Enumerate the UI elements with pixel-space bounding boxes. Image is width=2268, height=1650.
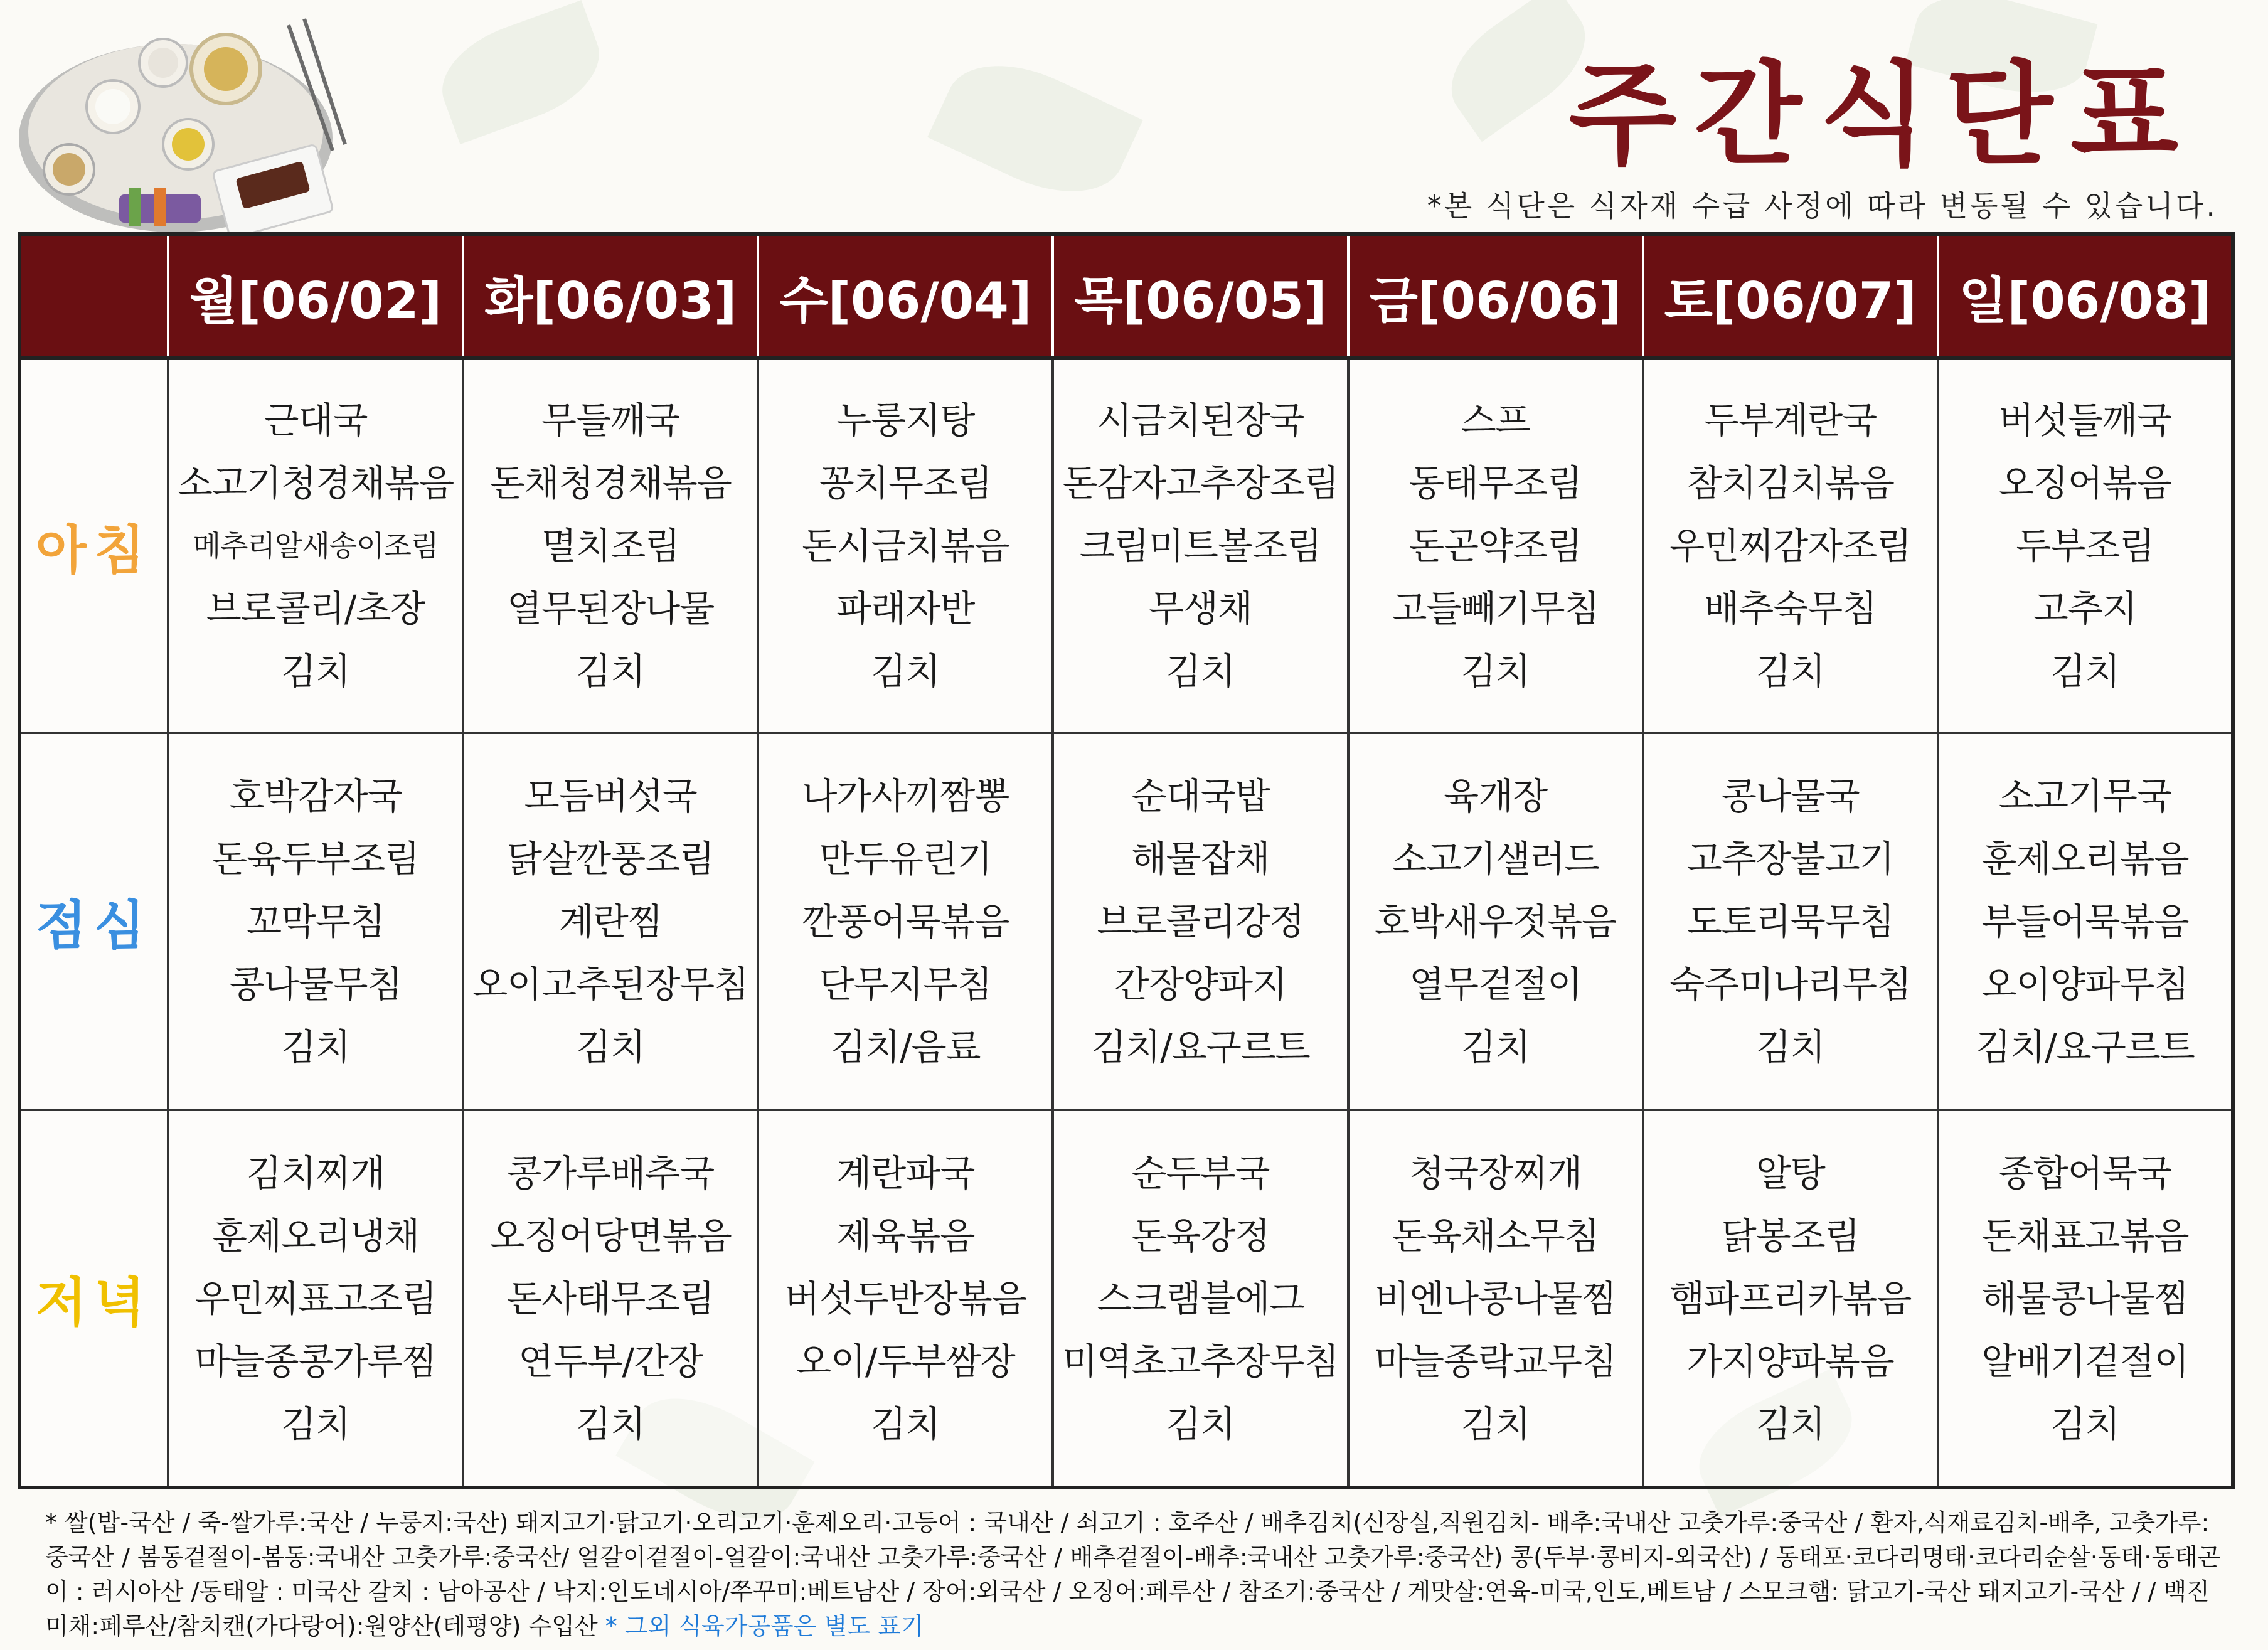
menu-cell-wed — [758, 358, 1053, 733]
dish-item: 김치 — [576, 1402, 646, 1445]
dish-item: 시금치된장국 — [1097, 399, 1304, 442]
dish-item: 나가사끼짬뽕 — [802, 774, 1009, 817]
menu-cell-fri — [1348, 358, 1643, 733]
dish-item: 브로콜리강정 — [1097, 900, 1304, 943]
menu-cell-sun — [1938, 1110, 2233, 1488]
dish-item: 소고기청경채볶음 — [177, 462, 454, 504]
dish-item: 파래자반 — [836, 587, 975, 630]
dish-item: 육개장 — [1444, 774, 1548, 817]
dish-item: 김치/요구르트 — [1976, 1025, 2195, 1068]
origin-text: * 쌀(밥-국산 / 죽-쌀가루:국산 / 누룽지:국산) 돼지고기·닭고기·오리고기·훈제오리·고등어 : 국내산 / 쇠고기 : 호주산 / 배추김치(신장실,직원김치- 배추:국내산 고춧가루:중국산 / 환자,식재료김치-배추, 고춧가루:중국산 / 봄동겉절이-봄동:국내산 고춧가루:중국산/ 얼갈이겉절이-얼갈이:국내산 고춧가루:중국산 / 배추겉절이-배추:국내산 고춧가루:중국산) 콩(두부·콩비지-외국산) / 동태포·코다리명태·코다리순살·동태·동태곤이 : 러시아산 /동태알 : 미국산 갈치 : 남아공산 / 낙지:인도네시아/쭈꾸미:베트남산 / 장어:외국산 / 오징어:페루산 / 참조기:중국산 / 게맛살:연육-미국,인도,베트남 / 스모크햄: 닭고기-국산 돼지고기-국산 / / 백진미채:페루산/참치캔(가다랑어):원양산(테평양) 수입산 — [45, 1509, 2221, 1640]
dish-item: 김치 — [1166, 650, 1235, 693]
dish-item: 마늘종락교무침 — [1375, 1339, 1617, 1383]
dish-item: 호박새우젓볶음 — [1375, 900, 1617, 943]
dish-item: 깐풍어묵볶음 — [802, 900, 1009, 943]
dish-item: 두부계란국 — [1704, 399, 1877, 442]
dish-item: 김치찌개 — [247, 1151, 385, 1195]
dish-item: 우민찌표고조림 — [194, 1277, 437, 1320]
dish-item: 알배기겉절이 — [1981, 1339, 2189, 1383]
day-header-row — [19, 234, 2233, 358]
dish-item: 순대국밥 — [1131, 774, 1270, 817]
day-header-wed: 수[06/04] — [758, 234, 1053, 358]
dish-item: 김치 — [871, 650, 940, 693]
menu-cell-thu — [1053, 1110, 1348, 1488]
dish-item: 고들빼기무침 — [1392, 587, 1599, 630]
dish-item: 훈제오리냉채 — [211, 1214, 420, 1257]
dish-item: 콩나물국 — [1721, 774, 1860, 817]
dish-item: 김치 — [1461, 1402, 1530, 1445]
background-leaf — [428, 0, 614, 144]
dish-item: 청국장찌개 — [1409, 1151, 1582, 1195]
menu-cell-sat — [1643, 733, 1938, 1110]
dish-item: 근대국 — [264, 399, 368, 442]
dish-item: 돈육채소무침 — [1392, 1214, 1599, 1257]
dish-item: 간장양파지 — [1114, 962, 1287, 1006]
menu-cell-fri — [1348, 733, 1643, 1110]
meal-label: 아침 — [19, 358, 168, 733]
day-header-tue: 화[06/03] — [463, 234, 758, 358]
dish-item: 브로콜리/초장 — [206, 587, 425, 630]
dish-item: 종합어묵국 — [1998, 1151, 2171, 1195]
dish-item: 김치 — [281, 1025, 351, 1068]
dish-item: 돈채청경채볶음 — [489, 462, 732, 504]
dish-item: 우민찌감자조림 — [1669, 524, 1912, 567]
dish-item: 알탕 — [1755, 1151, 1825, 1195]
dish-item: 제육볶음 — [836, 1214, 975, 1257]
dish-item: 해물콩나물찜 — [1981, 1277, 2189, 1320]
day-header-sun: 일[06/08] — [1938, 234, 2233, 358]
dish-item: 김치 — [1755, 1402, 1825, 1445]
dish-item: 소고기샐러드 — [1392, 837, 1599, 880]
dish-item: 마늘종콩가루찜 — [194, 1339, 437, 1383]
dish-item: 스크램블에그 — [1097, 1277, 1304, 1320]
dish-item: 돈채표고볶음 — [1981, 1214, 2189, 1257]
dish-item: 가지양파볶음 — [1686, 1339, 1894, 1383]
dish-item: 김치/요구르트 — [1091, 1025, 1310, 1068]
origin-note: * 그외 식육가공품은 별도 표기 — [605, 1612, 924, 1640]
dish-item: 김치 — [2050, 1402, 2120, 1445]
dish-item: 김치 — [576, 1025, 646, 1068]
menu-cell-wed — [758, 1110, 1053, 1488]
menu-cell-sat — [1643, 1110, 1938, 1488]
dish-item: 열무겉절이 — [1409, 962, 1582, 1006]
dish-item: 오징어당면볶음 — [489, 1214, 732, 1257]
dish-item: 부들어묵볶음 — [1981, 900, 2189, 943]
dish-item: 김치 — [1755, 650, 1825, 693]
dish-item: 돈사태무조림 — [507, 1277, 715, 1320]
menu-cell-mon — [168, 733, 463, 1110]
dinner-row — [19, 1110, 2233, 1488]
dish-item: 비엔나콩나물찜 — [1375, 1277, 1617, 1320]
menu-change-notice: *본 식단은 식자재 수급 사정에 따라 변동될 수 있습니다. — [1427, 189, 2218, 223]
dish-item: 순두부국 — [1131, 1151, 1270, 1195]
dish-item: 돈감자고추장조림 — [1062, 462, 1339, 504]
dish-item: 무생채 — [1148, 587, 1253, 630]
dish-item: 돈곤약조림 — [1409, 524, 1582, 567]
dish-item: 김치 — [281, 650, 351, 693]
menu-cell-fri — [1348, 1110, 1643, 1488]
origin-footnote — [45, 1506, 2222, 1644]
dish-item: 콩가루배추국 — [507, 1151, 715, 1195]
dish-item: 김치 — [1461, 1025, 1530, 1068]
dish-item: 고추지 — [2033, 587, 2137, 630]
page-title: 주간식단표 — [1568, 50, 2196, 180]
dish-item: 버섯두반장볶음 — [784, 1277, 1026, 1320]
breakfast-row — [19, 358, 2233, 733]
menu-cell-thu — [1053, 358, 1348, 733]
dish-item: 김치 — [1166, 1402, 1235, 1445]
dish-item: 해물잡채 — [1131, 837, 1270, 880]
dish-item: 닭봉조림 — [1721, 1214, 1860, 1257]
dish-item: 돈육강정 — [1131, 1214, 1270, 1257]
dish-item: 단무지무침 — [819, 962, 992, 1006]
dish-item: 버섯들깨국 — [1998, 399, 2171, 442]
dish-item: 닭살깐풍조림 — [507, 837, 715, 880]
dish-item: 김치 — [1755, 1025, 1825, 1068]
dish-item: 배추숙무침 — [1704, 587, 1877, 630]
meal-label: 점심 — [19, 733, 168, 1110]
dish-item: 꼬막무침 — [247, 900, 385, 943]
dish-item: 스프 — [1461, 399, 1530, 442]
menu-cell-tue — [463, 358, 758, 733]
menu-cell-tue — [463, 1110, 758, 1488]
dish-item: 숙주미나리무침 — [1669, 962, 1912, 1006]
meal-label: 저녁 — [19, 1110, 168, 1488]
dish-item: 무들깨국 — [541, 399, 680, 442]
dish-item: 김치 — [1461, 650, 1530, 693]
dish-item: 김치/음료 — [831, 1025, 981, 1068]
dish-item: 김치 — [576, 650, 646, 693]
dish-item: 참치김치볶음 — [1686, 462, 1894, 504]
lunch-row — [19, 733, 2233, 1110]
menu-cell-mon — [168, 1110, 463, 1488]
menu-cell-thu — [1053, 733, 1348, 1110]
dish-item: 멸치조림 — [541, 524, 680, 567]
dish-item: 도토리묵무침 — [1686, 900, 1894, 943]
dish-item: 돈시금치볶음 — [802, 524, 1009, 567]
dish-item: 소고기무국 — [1998, 774, 2171, 817]
dish-item: 고추장불고기 — [1686, 837, 1894, 880]
dish-item: 호박감자국 — [229, 774, 402, 817]
dish-item: 꽁치무조림 — [819, 462, 992, 504]
dish-item: 햄파프리카볶음 — [1669, 1277, 1912, 1320]
menu-cell-sat — [1643, 358, 1938, 733]
dish-item: 연두부/간장 — [518, 1339, 703, 1383]
dish-item: 오이/두부쌈장 — [796, 1339, 1015, 1383]
corner-cell — [19, 234, 168, 358]
day-header-mon: 월[06/02] — [168, 234, 463, 358]
dish-item: 크림미트볼조림 — [1079, 524, 1322, 567]
dish-item: 오이고추된장무침 — [472, 962, 749, 1006]
food-photo — [19, 13, 358, 232]
dish-item: 돈육두부조림 — [211, 837, 420, 880]
menu-cell-tue — [463, 733, 758, 1110]
dish-item: 김치 — [281, 1402, 351, 1445]
weekly-menu-table — [18, 232, 2235, 1489]
dish-item: 만두유린기 — [819, 837, 992, 880]
day-header-thu: 목[06/05] — [1053, 234, 1348, 358]
dish-item: 훈제오리볶음 — [1981, 837, 2189, 880]
dish-item: 열무된장나물 — [507, 587, 715, 630]
menu-cell-wed — [758, 733, 1053, 1110]
dish-item: 오이양파무침 — [1981, 962, 2189, 1006]
dish-item: 오징어볶음 — [1998, 462, 2171, 504]
day-header-fri: 금[06/06] — [1348, 234, 1643, 358]
background-leaf — [927, 41, 1143, 217]
dish-item: 김치 — [2050, 650, 2120, 693]
menu-cell-sun — [1938, 733, 2233, 1110]
menu-cell-sun — [1938, 358, 2233, 733]
dish-item: 계란파국 — [836, 1151, 975, 1195]
day-header-sat: 토[06/07] — [1643, 234, 1938, 358]
dish-item: 콩나물무침 — [229, 962, 402, 1006]
dish-item: 계란찜 — [558, 900, 663, 943]
dish-item: 김치 — [871, 1402, 940, 1445]
dish-item: 메추리알새송이조림 — [193, 529, 439, 563]
dish-item: 동태무조림 — [1409, 462, 1582, 504]
dish-item: 미역초고추장무침 — [1062, 1339, 1339, 1383]
menu-cell-mon — [168, 358, 463, 733]
dish-item: 두부조림 — [2016, 524, 2154, 567]
dish-item: 모듬버섯국 — [524, 774, 697, 817]
dish-item: 누룽지탕 — [836, 399, 975, 442]
